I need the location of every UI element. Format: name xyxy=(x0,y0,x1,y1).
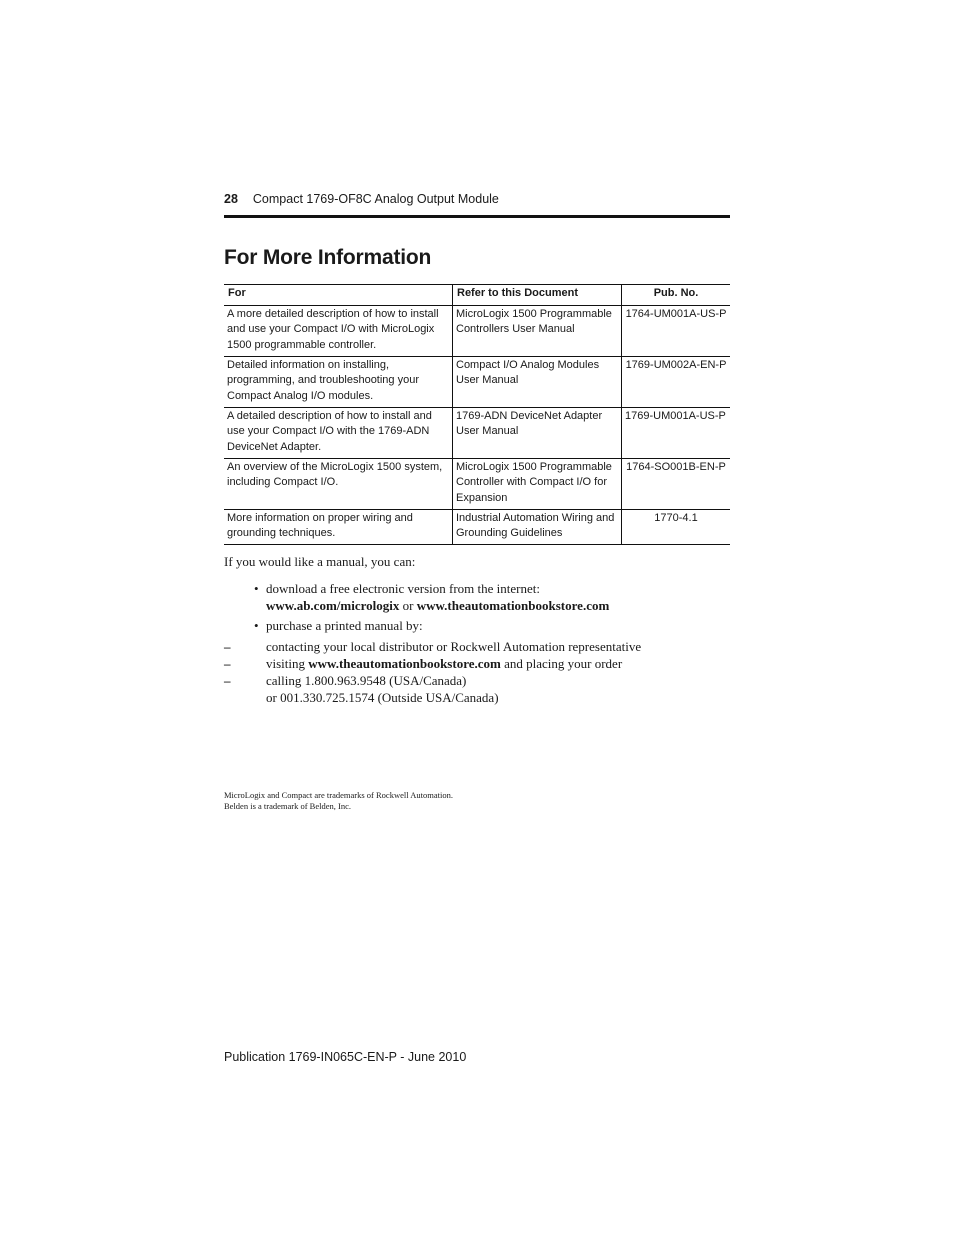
cell-pub-no: 1769-UM001A-US-P xyxy=(622,407,731,458)
table-row xyxy=(224,407,730,458)
cell-pub-no: 1769-UM002A-EN-P xyxy=(622,356,731,407)
table-header-row xyxy=(224,285,730,306)
cell-document: MicroLogix 1500 Programmable Controllers User Manual xyxy=(453,305,622,356)
table-row xyxy=(224,509,730,544)
cell-pub-no: 1770-4.1 xyxy=(622,509,731,544)
cell-document: MicroLogix 1500 Programmable Controller with Compact I/O for Expansion xyxy=(453,458,622,509)
cell-document: 1769-ADN DeviceNet Adapter User Manual xyxy=(453,407,622,458)
cell-document: Compact I/O Analog Modules User Manual xyxy=(453,356,622,407)
calling-outside-text: or 001.330.725.1574 (Outside USA/Canada) xyxy=(266,690,499,705)
visiting-text: visiting xyxy=(266,656,309,671)
dash-icon: – xyxy=(224,639,231,654)
intro-text: If you would like a manual, you can: xyxy=(224,554,416,569)
trademark-line: Belden is a trademark of Belden, Inc. xyxy=(224,801,351,811)
cell-pub-no: 1764-UM001A-US-P xyxy=(622,305,731,356)
column-header-for: For xyxy=(224,285,453,306)
contact-text: contacting your local distributor or Rockwell Automation representative xyxy=(266,639,642,654)
bullet-icon: • xyxy=(254,618,259,633)
bullet-icon: • xyxy=(254,581,259,596)
section-title: For More Information xyxy=(224,246,432,269)
download-text: download a free electronic version from the internet: xyxy=(266,581,540,596)
table-row xyxy=(224,305,730,356)
publication-footer: Publication 1769-IN065C-EN-P - June 2010 xyxy=(224,1050,467,1064)
cell-document: Industrial Automation Wiring and Grounding Guidelines xyxy=(453,509,622,544)
dash-icon: – xyxy=(224,673,231,688)
column-header-pub-no: Pub. No. xyxy=(622,285,731,306)
column-header-document: Refer to this Document xyxy=(453,285,622,306)
cell-for: A detailed description of how to install and use your Compact I/O with the 1769-ADN DeviceNet Adapter. xyxy=(224,407,453,458)
cell-for: Detailed information on installing, programming, and troubleshooting your Compact Analog I/O modules. xyxy=(224,356,453,407)
or-text: or xyxy=(399,598,417,613)
cell-for: An overview of the MicroLogix 1500 system, including Compact I/O. xyxy=(224,458,453,509)
page-number: 28 xyxy=(224,192,238,206)
calling-text: calling 1.800.963.9548 (USA/Canada) xyxy=(266,673,467,688)
trademark-footnote xyxy=(224,790,453,812)
trademark-line: MicroLogix and Compact are trademarks of Rockwell Automation. xyxy=(224,790,453,800)
visiting-bookstore-link[interactable]: www.theautomationbookstore.com xyxy=(308,656,501,671)
reference-table xyxy=(224,284,730,545)
document-title: Compact 1769-OF8C Analog Output Module xyxy=(252,192,499,206)
cell-for: A more detailed description of how to install and use your Compact I/O with MicroLogix 1500 programmable controller. xyxy=(224,305,453,356)
purchase-text: purchase a printed manual by: xyxy=(266,618,423,633)
cell-for: More information on proper wiring and grounding techniques. xyxy=(224,509,453,544)
page-header xyxy=(224,192,730,218)
micrologix-link[interactable]: www.ab.com/micrologix xyxy=(266,598,400,613)
table-row xyxy=(224,458,730,509)
bookstore-link[interactable]: www.theautomationbookstore.com xyxy=(416,598,610,613)
table-row xyxy=(224,356,730,407)
visiting-order-text: and placing your order xyxy=(500,656,623,671)
cell-pub-no: 1764-SO001B-EN-P xyxy=(622,458,731,509)
download-urls xyxy=(266,597,609,614)
dash-icon: – xyxy=(224,656,231,671)
